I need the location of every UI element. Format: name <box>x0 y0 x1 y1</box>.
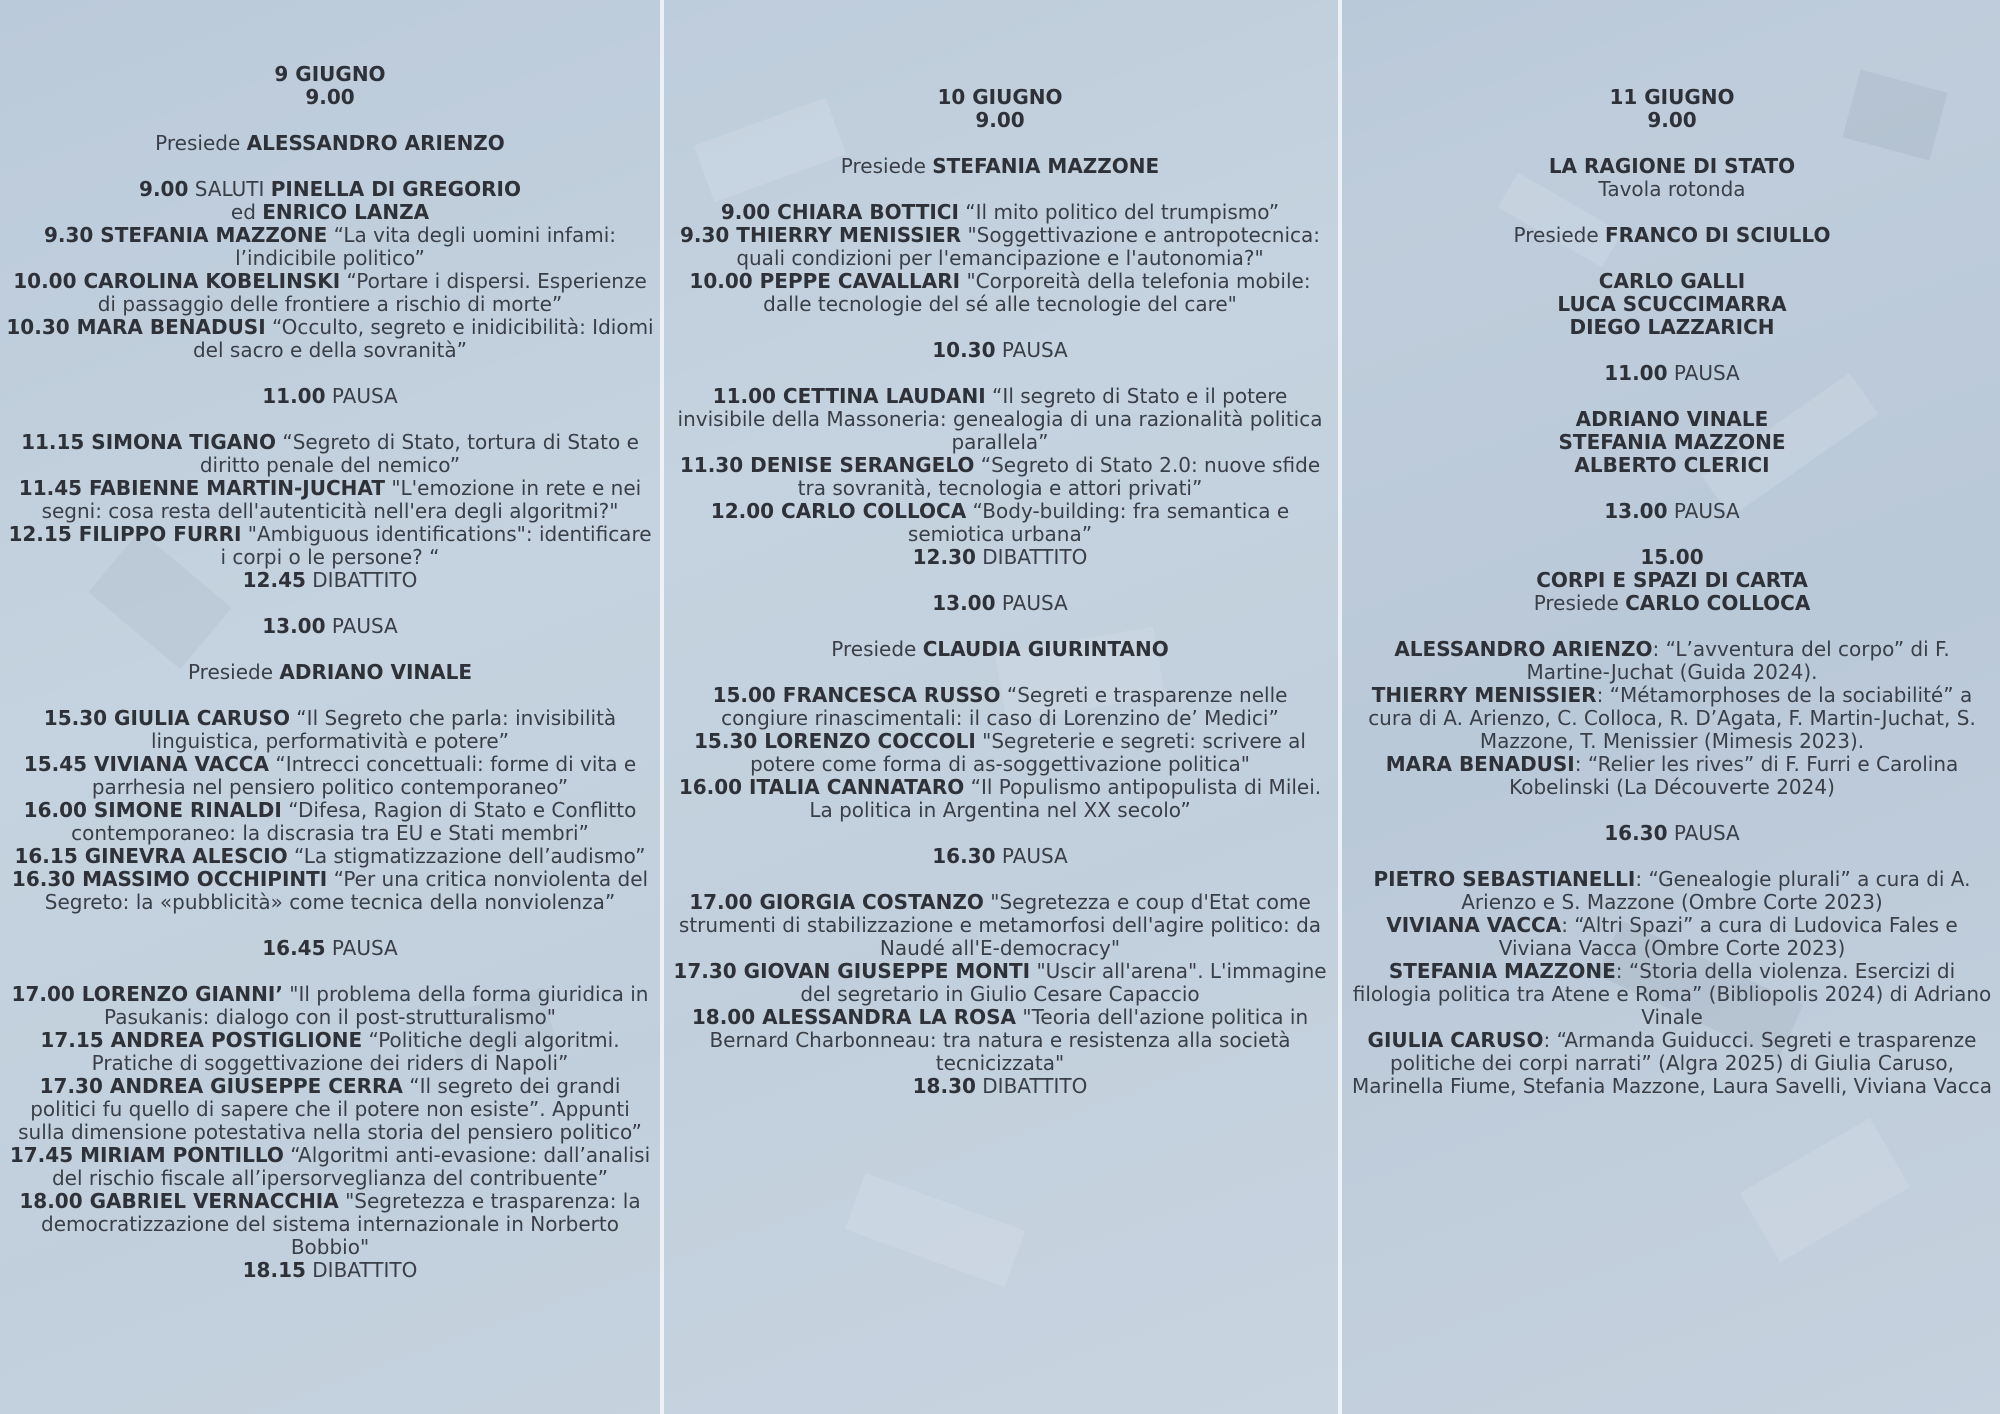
session-chair: Presiede ADRIANO VINALE <box>187 660 473 684</box>
program-entry: 10.00 PEPPE CAVALLARI "Corporeità della telefonia mobile: dalle tecnologie del sé alle tecnologie del care" <box>689 269 1311 316</box>
program-entry: 16.00 ITALIA CANNATARO “Il Populismo antipopulista di Milei. La politica in Argentina nel XX secolo” <box>678 775 1322 822</box>
program-entry: 17.15 ANDREA POSTIGLIONE “Politiche degli algoritmi. Pratiche di soggettivazione dei riders di Napoli” <box>40 1028 620 1075</box>
session-chair: Presiede STEFANIA MAZZONE <box>840 154 1160 178</box>
session-title: CORPI E SPAZI DI CARTA <box>1536 568 1808 592</box>
roundtable-subtitle: Tavola rotonda <box>1598 177 1746 201</box>
program-entry: 16.15 GINEVRA ALESCIO “La stigmatizzazione dell’audismo” <box>14 844 646 868</box>
pause-entry: 13.00 PAUSA <box>932 591 1068 615</box>
speaker-name: CARLO GALLI <box>1598 269 1746 293</box>
pause-entry: 13.00 PAUSA <box>262 614 398 638</box>
day-date: 10 GIUGNO <box>937 85 1063 109</box>
debate-entry: 18.15 DIBATTITO <box>242 1258 418 1282</box>
program-entry: 17.00 GIORGIA COSTANZO "Segretezza e coup d'Etat come strumenti di stabilizzazione e metamorfosi dell'agire politico: da Naudé all'E-democracy" <box>678 890 1322 960</box>
speaker-name: LUCA SCUCCIMARRA <box>1557 292 1787 316</box>
day-start-time: 9.00 <box>1647 108 1697 132</box>
book-entry: PIETRO SEBASTIANELLI: “Genealogie plurali” a cura di A. Arienzo e S. Mazzone (Ombre Corte 2023) <box>1373 867 1971 914</box>
program-entry: 11.45 FABIENNE MARTIN-JUCHAT "L'emozione in rete e nei segni: cosa resta dell'autenticità nell'era degli algoritmi?" <box>18 476 642 523</box>
pause-entry: 11.00 PAUSA <box>262 384 398 408</box>
program-entry: 15.30 GIULIA CARUSO “Il Segreto che parla: invisibilità linguistica, performatività e potere” <box>43 706 617 753</box>
program-entry: 9.00 CHIARA BOTTICI “Il mito politico del trumpismo” <box>720 200 1280 224</box>
session-chair: Presiede CARLO COLLOCA <box>1533 591 1811 615</box>
program-day-1 <box>6 63 654 1282</box>
program-entry: 16.30 MASSIMO OCCHIPINTI “Per una critica nonviolenta del Segreto: la «pubblicità» come tecnica della nonviolenza” <box>11 867 649 914</box>
program-entry: 11.30 DENISE SERANGELO “Segreto di Stato 2.0: nuove sfide tra sovranità, tecnologia e attori privati” <box>679 453 1321 500</box>
debate-entry: 12.45 DIBATTITO <box>242 568 418 592</box>
speaker-name: ALBERTO CLERICI <box>1574 453 1770 477</box>
program-entry: 12.00 CARLO COLLOCA “Body-building: fra semantica e semiotica urbana” <box>710 499 1290 546</box>
program-entry: 9.30 STEFANIA MAZZONE “La vita degli uomini infami: l’indicibile politico” <box>43 223 617 270</box>
day-date: 9 GIUGNO <box>274 62 386 86</box>
book-entry: MARA BENADUSI: “Relier les rives” di F. Furri e Carolina Kobelinski (La Découverte 2024) <box>1385 752 1959 799</box>
program-day-3 <box>1350 86 1994 1098</box>
program-entry: 11.00 CETTINA LAUDANI “Il segreto di Stato e il potere invisibile della Massoneria: genealogia di una razionalità politica parallela” <box>677 384 1323 454</box>
speaker-name: STEFANIA MAZZONE <box>1558 430 1786 454</box>
session-chair: Presiede CLAUDIA GIURINTANO <box>831 637 1169 661</box>
book-entry: STEFANIA MAZZONE: “Storia della violenza. Esercizi di filologia politica tra Atene e Roma” (Bibliopolis 2024) di Adriano Vinale <box>1352 959 1992 1029</box>
pause-entry: 10.30 PAUSA <box>932 338 1068 362</box>
debate-entry: 12.30 DIBATTITO <box>912 545 1088 569</box>
program-entry: 11.15 SIMONA TIGANO “Segreto di Stato, tortura di Stato e diritto penale del nemico” <box>21 430 639 477</box>
program-entry: 17.00 LORENZO GIANNI’ "Il problema della forma giuridica in Pasukanis: dialogo con il post-strutturalismo" <box>11 982 649 1029</box>
panel-divider <box>1338 0 1342 1414</box>
program-entry: 12.15 FILIPPO FURRI "Ambiguous identifications": identificare i corpi o le persone? “ <box>8 522 652 569</box>
session-chair: Presiede ALESSANDRO ARIENZO <box>155 131 505 155</box>
pause-entry: 13.00 PAUSA <box>1604 499 1740 523</box>
program-entry: 15.00 FRANCESCA RUSSO “Segreti e trasparenze nelle congiure rinascimentali: il caso di Lorenzino de’ Medici” <box>712 683 1288 730</box>
program-entry: 10.30 MARA BENADUSI “Occulto, segreto e inidicibilità: Idiomi del sacro e della sovranità” <box>6 315 654 362</box>
debate-entry: 18.30 DIBATTITO <box>912 1074 1088 1098</box>
program-entry: 17.30 GIOVAN GIUSEPPE MONTI "Uscir all'arena". L'immagine del segretario in Giulio Cesare Capaccio <box>673 959 1327 1006</box>
program-entry: 17.45 MIRIAM PONTILLO “Algoritmi anti-evasione: dall’analisi del rischio fiscale all’ipersorveglianza del contribuente” <box>9 1143 651 1190</box>
program-entry: ed ENRICO LANZA <box>230 200 430 224</box>
program-entry: 15.45 VIVIANA VACCA “Intrecci concettuali: forme di vita e parrhesia nel pensiero politico contemporaneo” <box>23 752 637 799</box>
book-entry: VIVIANA VACCA: “Altri Spazi” a cura di Ludovica Fales e Viviana Vacca (Ombre Corte 2023) <box>1386 913 1958 960</box>
program-entry: 10.00 CAROLINA KOBELINSKI “Portare i dispersi. Esperienze di passaggio delle frontiere a rischio di morte” <box>13 269 647 316</box>
book-entry: ALESSANDRO ARIENZO: “L’avventura del corpo” di F. Martine-Juchat (Guida 2024). <box>1394 637 1950 684</box>
day-start-time: 9.00 <box>975 108 1025 132</box>
program-entry: 9.00 SALUTI PINELLA DI GREGORIO <box>139 177 521 201</box>
pause-entry: 16.30 PAUSA <box>1604 821 1740 845</box>
pause-entry: 16.30 PAUSA <box>932 844 1068 868</box>
program-day-2 <box>670 86 1330 1098</box>
program-entry: 15.30 LORENZO COCCOLI "Segreterie e segreti: scrivere al potere come forma di as-soggettivazione politica" <box>694 729 1306 776</box>
day-date: 11 GIUGNO <box>1609 85 1735 109</box>
panel-divider <box>660 0 664 1414</box>
pause-entry: 11.00 PAUSA <box>1604 361 1740 385</box>
book-entry: THIERRY MENISSIER: “Métamorphoses de la sociabilité” a cura di A. Arienzo, C. Colloca, R. D’Agata, F. Martin-Juchat, S. Mazzone, T. Menissier (Mimesis 2023). <box>1368 683 1976 753</box>
speaker-name: ADRIANO VINALE <box>1575 407 1769 431</box>
roundtable-title: LA RAGIONE DI STATO <box>1548 154 1796 178</box>
pause-entry: 16.45 PAUSA <box>262 936 398 960</box>
day-start-time: 9.00 <box>305 85 355 109</box>
session-chair: Presiede FRANCO DI SCIULLO <box>1513 223 1831 247</box>
program-entry: 18.00 GABRIEL VERNACCHIA "Segretezza e trasparenza: la democratizzazione del sistema internazionale in Norberto Bobbio" <box>19 1189 641 1259</box>
program-entry: 16.00 SIMONE RINALDI “Difesa, Ragion di Stato e Conflitto contemporaneo: la discrasia tra EU e Stati membri” <box>23 798 637 845</box>
session-time: 15.00 <box>1640 545 1704 569</box>
book-entry: GIULIA CARUSO: “Armanda Guiducci. Segreti e trasparenze politiche dei corpi narrati” (Algra 2025) di Giulia Caruso, Marinella Fiume, Stefania Mazzone, Laura Savelli, Viviana Vacca <box>1352 1028 1992 1098</box>
program-entry: 17.30 ANDREA GIUSEPPE CERRA “Il segreto dei grandi politici fu quello di sapere che il potere non esiste”. Appunti sulla dimensione potestativa nella storia del pensiero politico” <box>18 1074 642 1144</box>
program-entry: 9.30 THIERRY MENISSIER "Soggettivazione e antropotecnica: quali condizioni per l'emancipazione e l'autonomia?" <box>679 223 1321 270</box>
speaker-name: DIEGO LAZZARICH <box>1569 315 1775 339</box>
program-entry: 18.00 ALESSANDRA LA ROSA "Teoria dell'azione politica in Bernard Charbonneau: tra natura e resistenza alla società tecnicizzata" <box>691 1005 1309 1075</box>
